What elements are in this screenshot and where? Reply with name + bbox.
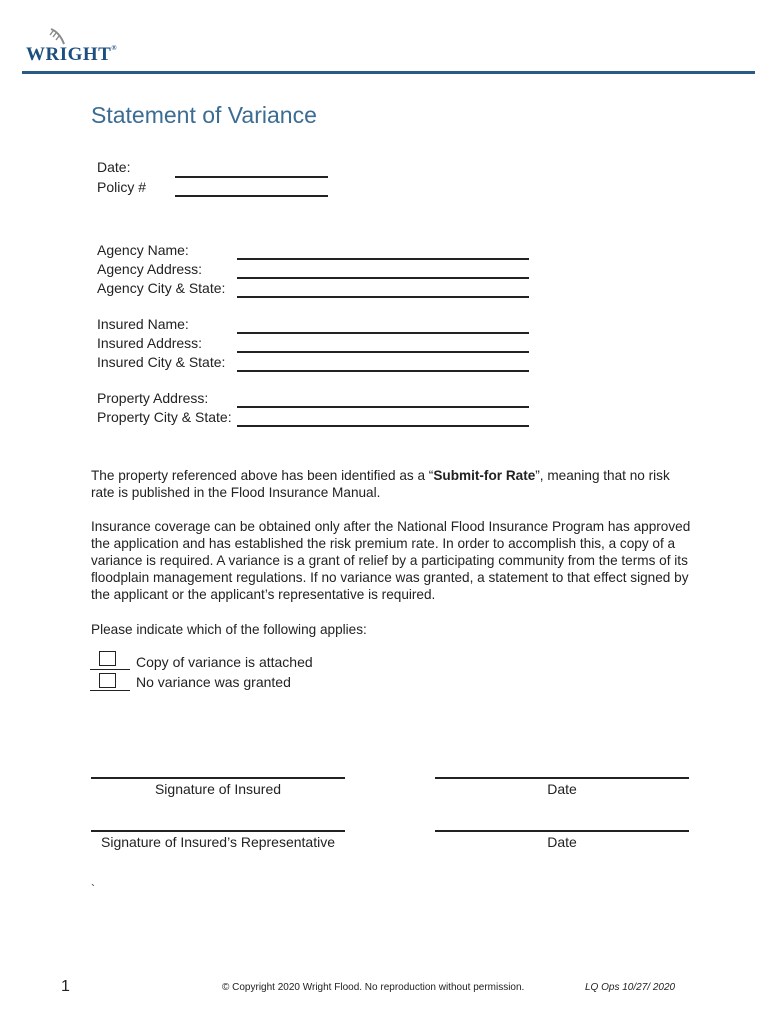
policy-field[interactable] [175, 195, 328, 197]
variance-attached-label: Copy of variance is attached [136, 654, 313, 670]
header-rule [22, 71, 755, 74]
representative-signature-line[interactable] [91, 830, 345, 832]
date-field[interactable] [175, 176, 328, 178]
representative-date-line[interactable] [435, 830, 689, 832]
agency-name-label: Agency Name: [97, 242, 189, 258]
agency-address-field[interactable] [237, 277, 529, 279]
property-address-label: Property Address: [97, 390, 209, 406]
agency-city-state-label: Agency City & State: [97, 280, 226, 296]
insured-city-state-label: Insured City & State: [97, 354, 226, 370]
variance-attached-checkbox[interactable] [99, 651, 116, 666]
date-label: Date: [97, 159, 131, 175]
agency-name-field[interactable] [237, 258, 529, 260]
no-variance-label: No variance was granted [136, 674, 291, 690]
paragraph-submit-for-rate: The property referenced above has been identified as a “Submit-for Rate”, meaning that no risk rate is published in the Flood Insurance Manual. [91, 468, 670, 500]
paragraph-variance-explanation: Insurance coverage can be obtained only after the National Flood Insurance Program has approved the application and has established the risk premium rate. In order to accomplish this, a copy of a variance is required. A variance is a grant of relief by a participating community from the terms of its floodplain management regulations. If no variance was granted, a statement to that effect signed by the applicant or the applicant’s representative is required. [91, 519, 691, 602]
stray-mark: ` [91, 882, 95, 896]
no-variance-checkbox[interactable] [99, 673, 116, 688]
version-stamp: LQ Ops 10/27/ 2020 [585, 982, 676, 993]
checkbox-underline [90, 669, 130, 670]
insured-date-line[interactable] [435, 777, 689, 779]
page-title: Statement of Variance [91, 102, 317, 128]
agency-city-state-field[interactable] [237, 296, 529, 298]
policy-label: Policy # [97, 179, 147, 195]
property-address-field[interactable] [237, 406, 529, 408]
insured-name-label: Insured Name: [97, 316, 189, 332]
insured-name-field[interactable] [237, 332, 529, 334]
insured-address-label: Insured Address: [97, 335, 203, 351]
checkbox-underline [90, 690, 130, 691]
representative-signature-label: Signature of Insured’s Representative [101, 834, 335, 850]
representative-date-label: Date [547, 834, 577, 850]
copyright-notice: © Copyright 2020 Wright Flood. No reproduction without permission. [222, 982, 525, 993]
submit-for-rate-term: Submit-for Rate [433, 468, 536, 483]
brand-name: WRIGHT® [26, 44, 118, 65]
insured-date-label: Date [547, 781, 577, 797]
page-number: 1 [61, 978, 70, 995]
insured-address-field[interactable] [237, 351, 529, 353]
insured-signature-label: Signature of Insured [154, 781, 282, 797]
paragraph-instructions: Please indicate which of the following applies: [91, 622, 367, 637]
insured-signature-line[interactable] [91, 777, 345, 779]
property-city-state-field[interactable] [237, 425, 529, 427]
property-city-state-label: Property City & State: [97, 409, 232, 425]
insured-city-state-field[interactable] [237, 370, 529, 372]
agency-address-label: Agency Address: [97, 261, 203, 277]
wright-logo [26, 28, 116, 68]
